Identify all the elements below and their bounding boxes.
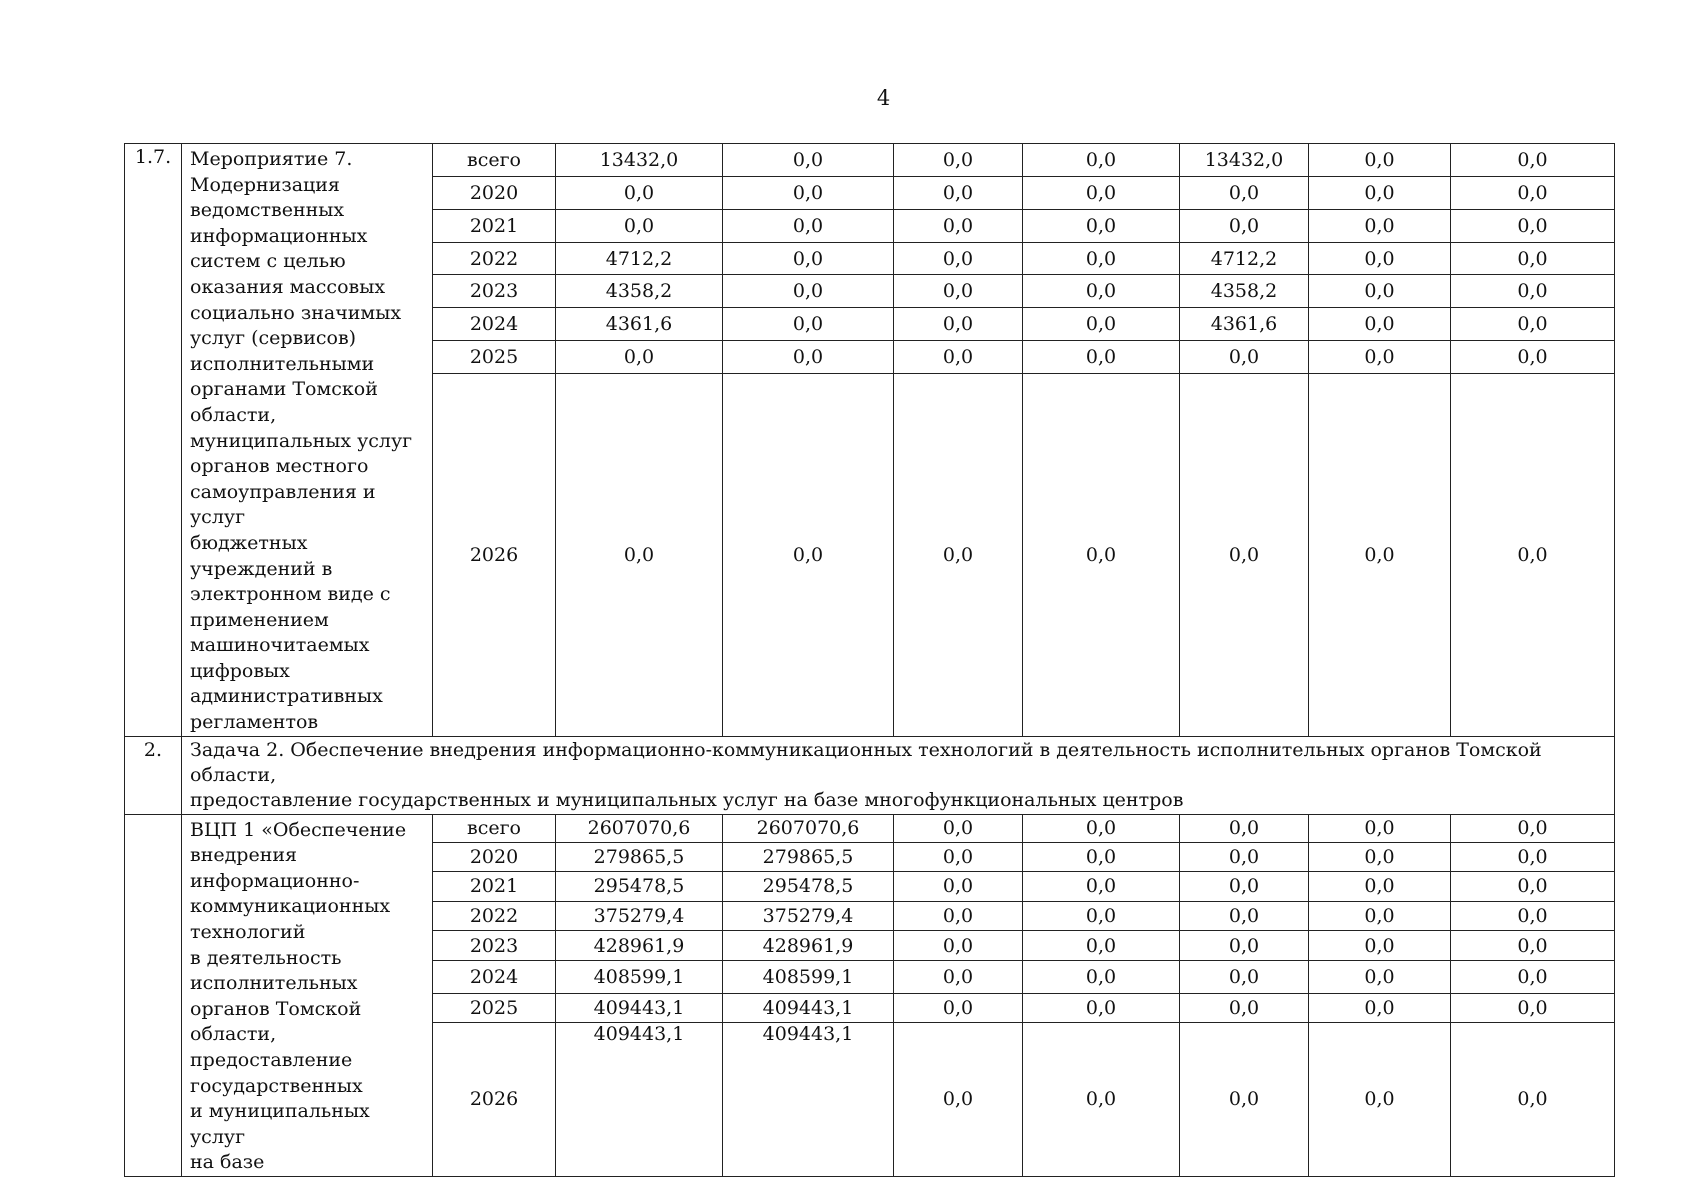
value-cell: 0,0 <box>1451 308 1615 341</box>
value-cell: 0,0 <box>1451 843 1615 872</box>
description-line: и муниципальных услуг <box>190 1100 370 1148</box>
description-line: исполнительными <box>190 352 375 375</box>
value-cell: 0,0 <box>1023 901 1180 931</box>
value-cell: 0,0 <box>1023 871 1180 901</box>
description-line: ведомственных <box>190 199 345 222</box>
description-line: систем с целью <box>190 250 346 273</box>
value-cell: 0,0 <box>894 1022 1023 1176</box>
value-cell: 0,0 <box>1023 209 1180 242</box>
value-cell: 0,0 <box>1309 308 1451 341</box>
value-cell: 0,0 <box>1451 176 1615 209</box>
value-cell: 4712,2 <box>1180 242 1309 275</box>
description-line: электронном виде с <box>190 583 391 606</box>
value-cell: 0,0 <box>1023 242 1180 275</box>
value-cell: 0,0 <box>723 144 894 177</box>
value-cell: 0,0 <box>723 308 894 341</box>
description-line: в деятельность <box>190 946 342 969</box>
value-cell: 0,0 <box>894 209 1023 242</box>
value-cell: 0,0 <box>1023 961 1180 994</box>
value-cell: 0,0 <box>1309 144 1451 177</box>
value-cell: 0,0 <box>1309 931 1451 961</box>
value-cell: 0,0 <box>556 341 723 374</box>
value-cell: 0,0 <box>1180 961 1309 994</box>
year-cell: 2022 <box>433 901 556 931</box>
value-cell: 0,0 <box>1451 209 1615 242</box>
value-cell: 0,0 <box>1451 961 1615 994</box>
description-line: социально значимых <box>190 301 402 324</box>
value-cell: 295478,5 <box>556 871 723 901</box>
value-cell: 0,0 <box>1180 209 1309 242</box>
description-line: машиночитаемых <box>190 634 370 657</box>
value-cell: 0,0 <box>1023 341 1180 374</box>
value-cell: 0,0 <box>1023 814 1180 843</box>
budget-table <box>124 143 1615 1177</box>
value-cell: 0,0 <box>1451 374 1615 737</box>
value-cell: 408599,1 <box>556 961 723 994</box>
value-cell: 4358,2 <box>1180 275 1309 308</box>
description-line: предоставление <box>190 1049 353 1071</box>
value-cell: 409443,1 <box>556 994 723 1023</box>
task-text-line: Задача 2. Обеспечение внедрения информационно-коммуникационных технологий в деятельность исполнительных органов Томской области, <box>190 738 1542 786</box>
page-number: 4 <box>876 86 891 110</box>
description-line: технологий <box>190 921 306 944</box>
value-cell: 0,0 <box>1451 931 1615 961</box>
value-cell: 409443,1 <box>723 994 894 1023</box>
value-cell: 0,0 <box>723 209 894 242</box>
description-line: ВЦП 1 «Обеспечение <box>190 818 407 841</box>
year-cell: 2026 <box>433 1022 556 1176</box>
description-line: области, <box>190 403 277 426</box>
value-cell: 0,0 <box>1309 901 1451 931</box>
year-cell: 2022 <box>433 242 556 275</box>
value-cell: 0,0 <box>1309 994 1451 1023</box>
value-cell: 0,0 <box>1180 341 1309 374</box>
value-cell: 0,0 <box>1451 1022 1615 1176</box>
value-cell: 0,0 <box>1309 961 1451 994</box>
value-cell: 13432,0 <box>556 144 723 177</box>
value-cell: 0,0 <box>1180 1022 1309 1176</box>
value-cell: 0,0 <box>1180 814 1309 843</box>
year-cell: 2026 <box>433 374 556 737</box>
value-cell: 0,0 <box>894 242 1023 275</box>
description-line: регламентов <box>190 711 319 734</box>
description-line: применением <box>190 608 329 631</box>
value-cell: 0,0 <box>1023 144 1180 177</box>
description-line: органами Томской <box>190 378 378 401</box>
value-cell: 279865,5 <box>556 843 723 872</box>
year-cell: всего <box>433 814 556 843</box>
value-cell: 0,0 <box>894 144 1023 177</box>
description-line: учреждений в <box>190 557 333 580</box>
description-line: информационных <box>190 224 368 247</box>
value-cell: 0,0 <box>1180 843 1309 872</box>
description-line: на базе <box>190 1151 265 1174</box>
value-cell: 0,0 <box>1023 374 1180 737</box>
value-cell: 0,0 <box>1309 176 1451 209</box>
task-number-cell: 2. <box>125 736 182 814</box>
value-cell: 0,0 <box>1023 308 1180 341</box>
value-cell: 409443,1 <box>556 1022 723 1176</box>
year-cell: 2023 <box>433 275 556 308</box>
description-line: государственных <box>190 1074 363 1097</box>
value-cell: 0,0 <box>894 275 1023 308</box>
value-cell: 0,0 <box>1309 871 1451 901</box>
year-cell: 2025 <box>433 341 556 374</box>
value-cell: 0,0 <box>1451 275 1615 308</box>
task-row <box>125 736 1615 814</box>
value-cell: 0,0 <box>1451 901 1615 931</box>
year-cell: 2024 <box>433 961 556 994</box>
value-cell: 0,0 <box>723 341 894 374</box>
description-line: коммуникационных <box>190 895 391 918</box>
description-line: области, <box>190 1023 277 1046</box>
year-cell: 2020 <box>433 176 556 209</box>
value-cell: 0,0 <box>1451 994 1615 1023</box>
description-line: Модернизация <box>190 173 340 196</box>
value-cell: 0,0 <box>1180 994 1309 1023</box>
value-cell: 0,0 <box>1023 843 1180 872</box>
value-cell: 0,0 <box>1451 341 1615 374</box>
vcp-1-number-cell <box>125 814 182 1176</box>
section-1-7-number-cell: 1.7. <box>125 144 182 737</box>
value-cell: 0,0 <box>894 843 1023 872</box>
value-cell: 279865,5 <box>723 843 894 872</box>
description-line: цифровых <box>190 659 290 682</box>
value-cell: 0,0 <box>1451 871 1615 901</box>
value-cell: 0,0 <box>1023 931 1180 961</box>
description-line: бюджетных <box>190 531 308 554</box>
value-cell: 0,0 <box>1023 176 1180 209</box>
value-cell: 0,0 <box>1180 176 1309 209</box>
value-cell: 0,0 <box>723 242 894 275</box>
value-cell: 0,0 <box>894 308 1023 341</box>
year-cell: 2024 <box>433 308 556 341</box>
value-cell: 0,0 <box>1309 242 1451 275</box>
value-cell: 4361,6 <box>556 308 723 341</box>
year-cell: 2021 <box>433 871 556 901</box>
description-line: муниципальных услуг <box>190 429 413 452</box>
value-cell: 0,0 <box>1180 931 1309 961</box>
value-cell: 2607070,6 <box>723 814 894 843</box>
value-cell: 0,0 <box>894 961 1023 994</box>
value-cell: 0,0 <box>1309 1022 1451 1176</box>
year-cell: 2021 <box>433 209 556 242</box>
task-text-cell <box>182 736 1615 814</box>
year-cell: 2020 <box>433 843 556 872</box>
value-cell: 0,0 <box>1023 994 1180 1023</box>
value-cell: 2607070,6 <box>556 814 723 843</box>
value-cell: 0,0 <box>1451 814 1615 843</box>
value-cell: 0,0 <box>1309 814 1451 843</box>
value-cell: 0,0 <box>556 374 723 737</box>
vcp-1-description-cell <box>182 814 433 1176</box>
description-line: исполнительных <box>190 972 358 995</box>
value-cell: 428961,9 <box>556 931 723 961</box>
value-cell: 0,0 <box>1180 374 1309 737</box>
value-cell: 0,0 <box>894 374 1023 737</box>
description-line: внедрения <box>190 844 298 867</box>
value-cell: 0,0 <box>1309 209 1451 242</box>
value-cell: 0,0 <box>556 209 723 242</box>
table-body <box>125 144 1615 1177</box>
year-cell: всего <box>433 144 556 177</box>
value-cell: 409443,1 <box>723 1022 894 1176</box>
value-cell: 375279,4 <box>723 901 894 931</box>
value-cell: 0,0 <box>894 871 1023 901</box>
value-cell: 0,0 <box>723 275 894 308</box>
value-cell: 428961,9 <box>723 931 894 961</box>
description-line: оказания массовых <box>190 275 386 298</box>
value-cell: 0,0 <box>894 901 1023 931</box>
value-cell: 0,0 <box>1309 341 1451 374</box>
section-1-7-description-cell <box>182 144 433 737</box>
value-cell: 0,0 <box>894 994 1023 1023</box>
description-line: органов Томской <box>190 997 362 1020</box>
table-row <box>125 814 1615 843</box>
description-line: информационно- <box>190 869 360 892</box>
value-cell: 4361,6 <box>1180 308 1309 341</box>
value-cell: 0,0 <box>1309 374 1451 737</box>
value-cell: 0,0 <box>894 814 1023 843</box>
value-cell: 0,0 <box>723 374 894 737</box>
value-cell: 0,0 <box>1180 871 1309 901</box>
value-cell: 0,0 <box>894 931 1023 961</box>
value-cell: 295478,5 <box>723 871 894 901</box>
value-cell: 0,0 <box>894 176 1023 209</box>
value-cell: 408599,1 <box>723 961 894 994</box>
value-cell: 0,0 <box>1023 275 1180 308</box>
value-cell: 13432,0 <box>1180 144 1309 177</box>
table-row <box>125 144 1615 177</box>
value-cell: 4712,2 <box>556 242 723 275</box>
description-line: административных <box>190 685 383 708</box>
description-line: Мероприятие 7. <box>190 148 353 170</box>
description-line: самоуправления и услуг <box>190 480 376 529</box>
value-cell: 0,0 <box>1023 1022 1180 1176</box>
value-cell: 0,0 <box>1180 901 1309 931</box>
value-cell: 0,0 <box>723 176 894 209</box>
value-cell: 0,0 <box>1451 144 1615 177</box>
value-cell: 0,0 <box>1309 843 1451 872</box>
value-cell: 375279,4 <box>556 901 723 931</box>
value-cell: 0,0 <box>894 341 1023 374</box>
description-line: услуг (сервисов) <box>190 327 357 350</box>
value-cell: 4358,2 <box>556 275 723 308</box>
description-line: органов местного <box>190 455 369 478</box>
task-text-line: предоставление государственных и муниципальных услуг на базе многофункциональных центров <box>190 788 1184 811</box>
value-cell: 0,0 <box>1309 275 1451 308</box>
year-cell: 2023 <box>433 931 556 961</box>
year-cell: 2025 <box>433 994 556 1023</box>
value-cell: 0,0 <box>1451 242 1615 275</box>
value-cell: 0,0 <box>556 176 723 209</box>
